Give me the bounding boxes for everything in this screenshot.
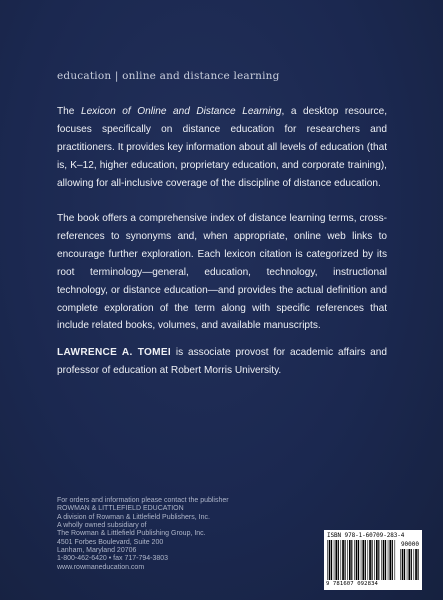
price-code: 90000 [400, 541, 419, 548]
author-bio-text: is associate provost for academic affairs and professor of education at Robert Morris University. [57, 347, 387, 376]
book-title-italic: Lexicon of Online and Distance Learning [80, 106, 282, 117]
publisher-website: www.rowmaneducation.com [57, 563, 145, 571]
publisher-line: ROWMAN & LITTLEFIELD EDUCATION [57, 505, 184, 513]
barcode-bar [354, 540, 355, 580]
barcode-bar [341, 540, 342, 580]
publisher-line: A division of Rowman & Littlefield Publishers, Inc. [57, 513, 210, 521]
barcode-bar [369, 540, 371, 580]
barcode-bar [342, 540, 344, 580]
barcode-digits: 9 781607 092834 [326, 581, 379, 587]
barcode-bar [411, 549, 412, 580]
barcode-bar [362, 540, 364, 580]
barcode-bar [327, 540, 328, 580]
barcode-bar [418, 549, 419, 580]
publisher-line: 1-800-462-6420 • fax 717-794-3803 [57, 555, 169, 563]
publisher-line: 4501 Forbes Boulevard, Suite 200 [57, 538, 164, 546]
author-bio [57, 344, 387, 380]
barcode-bar [389, 540, 391, 580]
addon-barcode-bars [400, 549, 420, 580]
barcode-bar [334, 540, 335, 580]
barcode-bar [349, 540, 351, 580]
barcode-bar [338, 540, 339, 580]
barcode-bar [361, 540, 362, 580]
barcode-bar [402, 549, 404, 580]
barcode-bar [385, 540, 386, 580]
barcode-bar [407, 549, 408, 580]
barcode-bar [351, 540, 352, 580]
publisher-line: Lanham, Maryland 20706 [57, 547, 137, 555]
barcode-bar [404, 549, 405, 580]
barcode-bar [383, 540, 385, 580]
barcode-bar [381, 540, 382, 580]
barcode-bar [400, 549, 401, 580]
barcode-bar [329, 540, 331, 580]
barcode-bar [335, 540, 337, 580]
barcode-bar [374, 540, 375, 580]
barcode-bars [327, 540, 397, 580]
author-name: LAWRENCE A. TOMEI [57, 347, 172, 358]
barcode-bar [347, 540, 348, 580]
description-prefix: The [57, 106, 81, 117]
barcode-bar [358, 540, 359, 580]
barcode-bar [388, 540, 389, 580]
barcode-bar [345, 540, 346, 580]
publisher-line: For orders and information please contact the publisher [57, 497, 229, 504]
isbn-number: ISBN 978-1-60709-283-4 [327, 532, 405, 539]
barcode-bar [372, 540, 373, 580]
barcode-bar [376, 540, 378, 580]
description-paragraph-2: The book offers a comprehensive index of distance learning terms, cross-references to synonyms and, when appropriate, online web links to encourage further exploration. Each lexicon citation is categorized by its root terminology—general, education, technology, instructional technology, or distance education—and provides the actual definition and complete exploration of the term along with specific references that include related books, volumes, and available manuscripts. [57, 213, 387, 332]
description-rest: , a desktop resource, focuses specifically on distance education for researchers and practitioners. It provides key information about all levels of education (that is, K–12, higher education, proprietary education, and corporate training), allowing for all-inclusive coverage of the discipline of distance education. [57, 106, 387, 189]
barcode-bar [331, 540, 332, 580]
barcode-bar [395, 540, 396, 580]
publisher-info [57, 497, 297, 572]
publisher-line: The Rowman & Littlefield Publishing Group, Inc. [57, 530, 206, 538]
barcode-bar [414, 549, 415, 580]
barcode-bar [378, 540, 379, 580]
barcode-bar [415, 549, 417, 580]
isbn-barcode [324, 530, 422, 590]
barcode-bar [392, 540, 393, 580]
description-paragraph-1 [57, 103, 387, 193]
barcode-bar [408, 549, 410, 580]
series-title: education | online and distance learning [57, 70, 280, 82]
barcode-bar [356, 540, 358, 580]
publisher-line: A wholly owned subsidiary of [57, 522, 147, 530]
barcode-bar [368, 540, 369, 580]
barcode-bar [365, 540, 366, 580]
